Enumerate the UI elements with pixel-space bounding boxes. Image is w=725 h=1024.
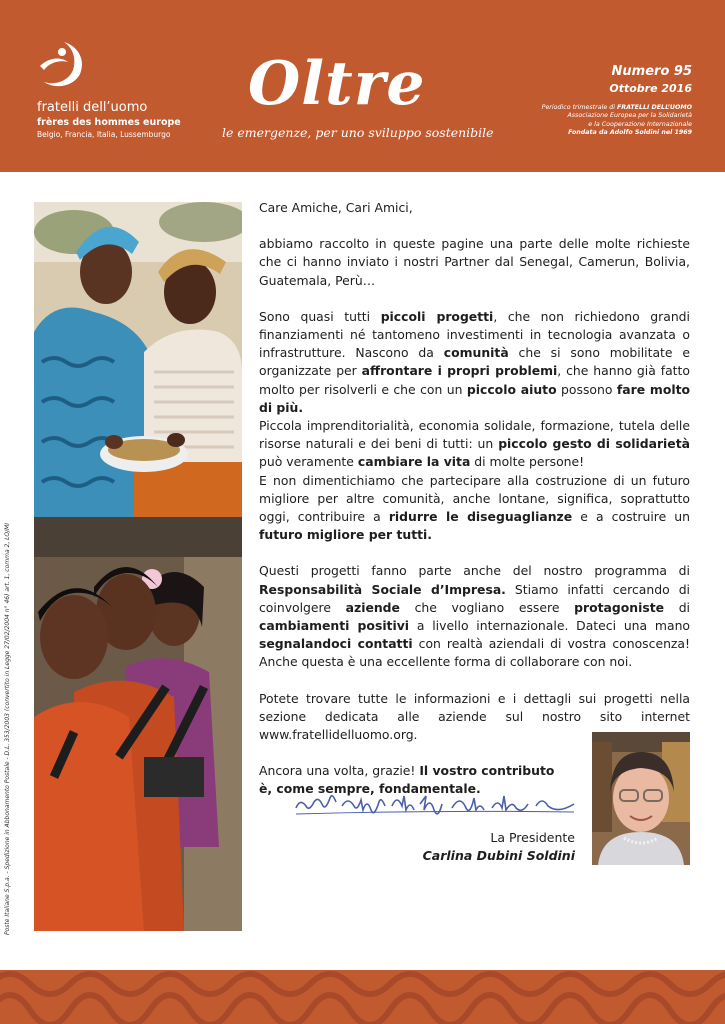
letter-paragraph-1: abbiamo raccolto in queste pagine una parte delle molte richieste che ci hanno inviato i nostri Partner dal Senegal, Camerun, Bolivia, Guatemala, Perù… [259,236,690,288]
letter-paragraph-5: Questi progetti fanno parte anche del nostro programma di Responsabilità Sociale d’Impresa. Stiamo infatti cercando di coinvolgere aziende che vogliano essere protagoniste di cambiamenti positivi a livello internazionale. Dateci una mano segnalandoci contatti con realtà aziendali di vostra conoscenza! Anche questa è una eccellente forma di collaborare con noi. [259,563,691,670]
photo-women-with-bowl [34,202,242,517]
postal-note: Poste Italiane S.p.a. - Spedizione in Abbonamento Postale - D.L. 353/2003 (convertito in Legge 27/02/2004 n° 46) art. 1, comma 2, LO/MI [4,522,11,935]
masthead [0,0,725,172]
portrait-photo [592,732,690,865]
fratelli-dell-uomo-logo-icon [34,36,92,94]
footer-decorative-band [0,970,725,1024]
tagline: le emergenze, per uno sviluppo sostenibile [222,125,494,140]
publication-info [542,104,692,138]
signature-role: La Presidente [490,830,575,845]
org-name: fratelli dell’uomo [37,100,148,115]
photo-children-with-flutes [34,517,242,931]
issue-date: Ottobre 2016 [609,82,692,95]
letter-paragraph-7: Ancora una volta, grazie! Il vostro contributo è, come sempre, fondamentale. [259,763,555,797]
letter-paragraph-4: E non dimentichiamo che partecipare alla costruzione di un futuro migliore per altre comunità, anche lontane, significa, soprattutto oggi, contribuire a ridurre le diseguaglianze e a costruire un futuro migliore per tutti. [259,472,691,543]
publication-info-line3: e la Cooperazione Internazionale [588,120,692,128]
publication-info-line1: Periodico trimestrale di FRATELLI DELL’UOMO [541,104,692,111]
page-title: Oltre [248,49,426,119]
issue-number: Numero 95 [611,64,692,79]
letter-paragraph-3: Piccola imprenditorialità, economia solidale, formazione, tutela delle risorse naturali e dei beni di tutti: un piccolo gesto di solidarietà può veramente cambiare la vita di molte persone! [259,418,690,470]
publication-info-line2: Associazione Europea per la Solidarietà [567,112,692,120]
handwritten-signature [292,790,577,820]
publication-info-line4: Fondata da Adolfo Soldini nel 1969 [568,129,692,137]
letter-paragraph-6: Potete trovare tutte le informazioni e i dettagli sui progetti nella sezione dedicata alle aziende sul nostro sito internet www.fratellidelluomo.org. [259,690,690,743]
letter-greeting: Care Amiche, Cari Amici, [259,200,413,215]
letter-paragraph-2: Sono quasi tutti piccoli progetti, che non richiedono grandi finanziamenti né tantomeno investimenti in tecnologia avanzata o infrastrutture. Nascono da comunità che si sono mobilitate e organizzate per affrontare i propri problemi, che hanno già fatto molto per risolverli e che con un piccolo aiuto possono fare molto di più. [259,308,691,415]
signature-name: Carlina Dubini Soldini [422,848,575,863]
org-subtitle: frères des hommes europe [37,117,181,128]
org-countries: Belgio, Francia, Italia, Lussemburgo [37,130,171,139]
letter-body [259,199,690,817]
